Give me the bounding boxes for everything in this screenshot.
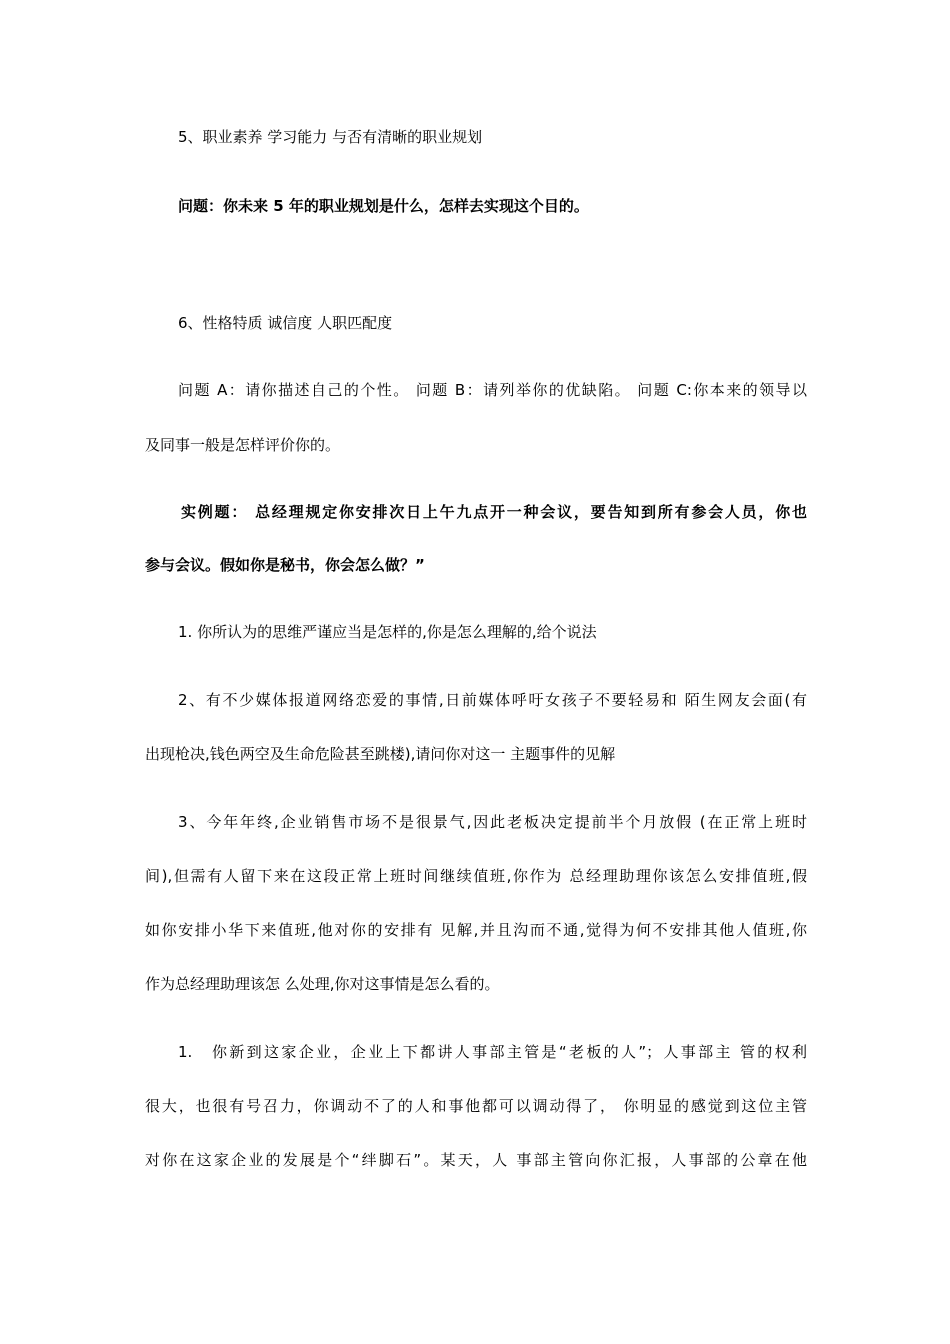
- section-6-question-line-1: 问题 A：请你描述自己的个性。 问题 B：请列举你的优缺陷。 问题 C:你本来的领导以: [178, 381, 807, 399]
- example-question-line-2: 参与会议。假如你是秘书，你会怎么做？”: [145, 556, 425, 574]
- question-3-line-2: 间),但需有人留下来在这段正常上班时间继续值班,你作为 总经理助理你该怎么安排值班,假: [145, 867, 807, 885]
- scenario-line-1: 1. 你新到这家企业，企业上下都讲人事部主管是“老板的人”；人事部主 管的权利: [178, 1043, 807, 1061]
- section-6-question-line-2: 及同事一般是怎样评价你的。: [145, 436, 341, 454]
- question-3-line-1: 3、今年年终,企业销售市场不是很景气,因此老板决定提前半个月放假 (在正常上班时: [178, 813, 807, 831]
- section-5-heading: 5、职业素养 学习能力 与否有清晰的职业规划: [178, 128, 483, 146]
- section-6-heading: 6、性格特质 诚信度 人职匹配度: [178, 314, 393, 332]
- question-3-line-4: 作为总经理助理该怎 么处理,你对这事情是怎么看的。: [145, 975, 500, 993]
- question-2-line-1: 2、有不少媒体报道网络恋爱的事情,日前媒体呼吁女孩子不要轻易和 陌生网友会面(有: [178, 691, 807, 709]
- section-5-question: 问题：你未来 5 年的职业规划是什么，怎样去实现这个目的。: [178, 197, 589, 215]
- question-1: 1. 你所认为的思维严谨应当是怎样的,你是怎么理解的,给个说法: [178, 623, 597, 641]
- scenario-line-2: 很大，也很有号召力，你调动不了的人和事他都可以调动得了， 你明显的感觉到这位主管: [145, 1097, 807, 1115]
- question-2-line-2: 出现枪决,钱色两空及生命危险甚至跳楼),请问你对这一 主题事件的见解: [145, 745, 616, 763]
- scenario-line-3: 对你在这家企业的发展是个“绊脚石”。某天，人 事部主管向你汇报，人事部的公章在他: [145, 1151, 807, 1169]
- example-question-line-1: 实例题： 总经理规定你安排次日上午九点开一种会议，要告知到所有参会人员，你也: [181, 503, 807, 521]
- question-3-line-3: 如你安排小华下来值班,他对你的安排有 见解,并且沟而不通,觉得为何不安排其他人值班,你: [145, 921, 807, 939]
